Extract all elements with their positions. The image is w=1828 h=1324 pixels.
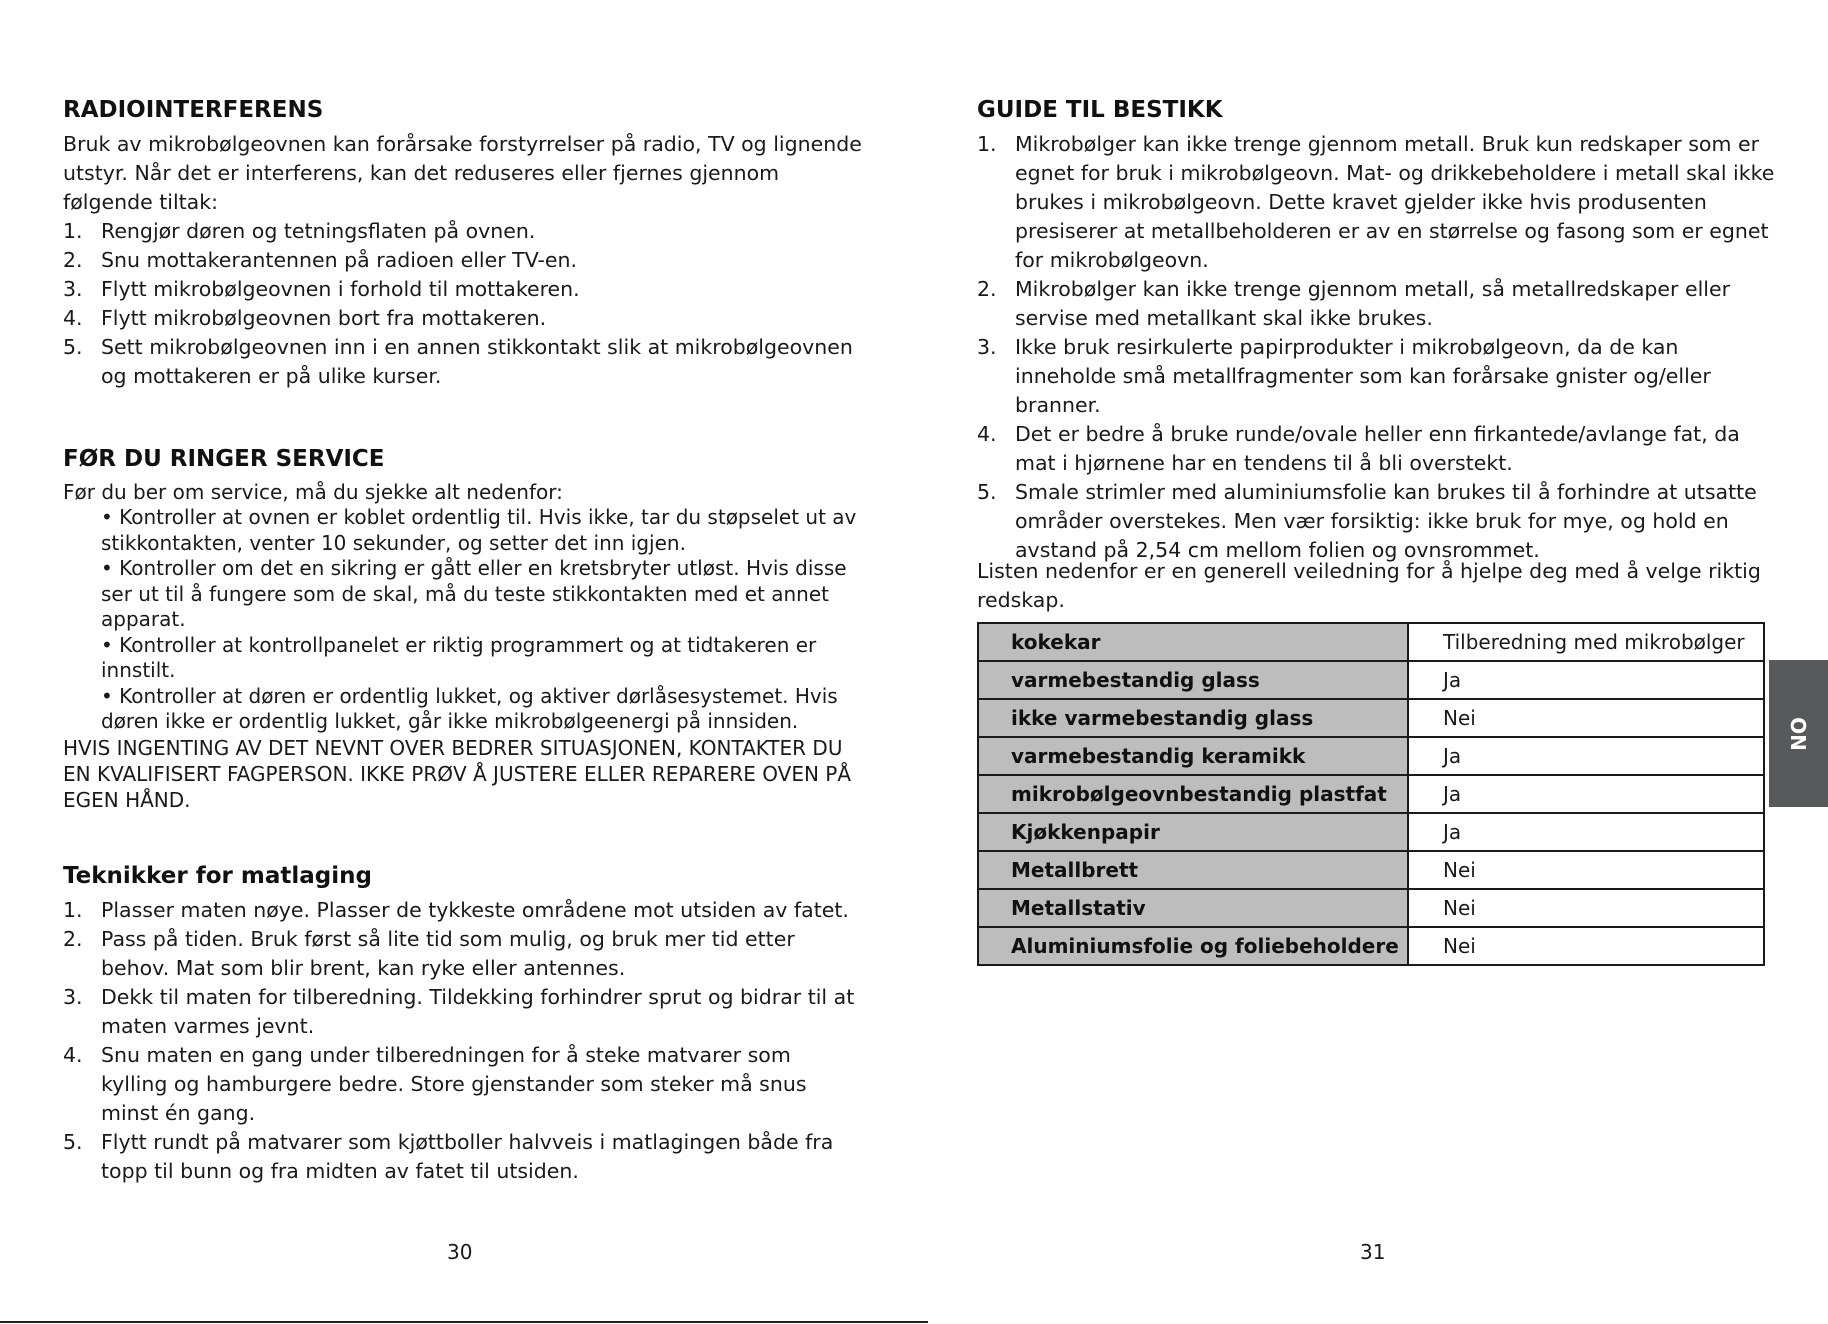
list-item: 5. Sett mikrobølgeovnen inn i en annen stikkontakt slik at mikrobølgeovnen og mottakeren er på ulike kurser. [63, 335, 853, 388]
language-tab [1769, 660, 1828, 807]
checklist-item: • Kontroller at kontrollpanelet er riktig programmert og at tidtakeren er innstilt. [101, 632, 817, 682]
list-item: 3. Dekk til maten for tilberedning. Tildekking forhindrer sprut og bidrar til at maten varmes jevnt. [63, 985, 855, 1038]
table-key-cell: varmebestandig keramikk [978, 737, 1408, 775]
table-value-cell: Tilberedning med mikrobølger [1408, 623, 1764, 661]
table-intro: Listen nedenfor er en generell veiledning for å hjelpe deg med å velge riktig redskap. [977, 559, 1761, 612]
table-key-cell: varmebestandig glass [978, 661, 1408, 699]
table-row [978, 851, 1764, 889]
checklist-item: • Kontroller at døren er ordentlig lukket, og aktiver dørlåsesystemet. Hvis døren ikke er ordentlig lukket, går ikke mikrobølgeenergi på innsiden. [101, 683, 838, 733]
radio-steps-list [63, 217, 863, 391]
checklist-item: • Kontroller om det en sikring er gått eller en kretsbryter utløst. Hvis disse ser ut til å fungere som de skal, må du teste stikkontakten med et annet apparat. [101, 556, 847, 631]
service-warning: HVIS INGENTING AV DET NEVNT OVER BEDRER SITUASJONEN, KONTAKTER DU EN KVALIFISERT FAGPERSON. IKKE PRØV Å JUSTERE ELLER REPARERE OVEN PÅ EGEN HÅND. [63, 735, 852, 812]
table-row [978, 699, 1764, 737]
table-intro-block [977, 557, 1767, 615]
table-row [978, 813, 1764, 851]
table-key-cell: mikrobølgeovnbestandig plastfat [978, 775, 1408, 813]
list-item: 5. Flytt rundt på matvarer som kjøttboller halvveis i matlagingen både fra topp til bunn og fra midten av fatet til utsiden. [63, 1130, 834, 1183]
list-item: 1. Plasser maten nøye. Plasser de tykkeste områdene mot utsiden av fatet. [63, 898, 849, 922]
table-key-cell: ikke varmebestandig glass [978, 699, 1408, 737]
list-item: 3. Flytt mikrobølgeovnen i forhold til mottakeren. [63, 277, 580, 301]
utensil-rules-list [977, 130, 1777, 565]
table-value-cell: Nei [1408, 851, 1764, 889]
list-item: 4. Snu maten en gang under tilberedningen for å steke matvarer som kylling og hamburgere bedre. Store gjenstander som steker må snus minst én gang. [63, 1043, 807, 1125]
list-item: 4. Flytt mikrobølgeovnen bort fra mottakeren. [63, 306, 547, 330]
list-item: 2. Mikrobølger kan ikke trenge gjennom metall, så metallredskaper eller servise med metallkant skal ikke brukes. [977, 277, 1731, 330]
table-value-cell: Ja [1408, 775, 1764, 813]
table-value-cell: Nei [1408, 927, 1764, 965]
section-title: RADIOINTERFERENS [63, 97, 324, 123]
table-value-cell: Ja [1408, 661, 1764, 699]
radio-interference-section [63, 96, 863, 391]
table-key-cell: Aluminiumsfolie og foliebeholdere [978, 927, 1408, 965]
table-value-cell: Nei [1408, 699, 1764, 737]
table-key-cell: kokekar [978, 623, 1408, 661]
list-item: 5. Smale strimler med aluminiumsfolie kan brukes til å forhindre at utsatte områder overstekes. Men vær forsiktig: ikke bruk for mye, og hold en avstand på 2,54 cm mellom folien og ovnsrommet. [977, 480, 1757, 562]
list-item: 2. Snu mottakerantennen på radioen eller TV-en. [63, 248, 578, 272]
table-value-cell: Ja [1408, 813, 1764, 851]
language-tab-label: NO [1786, 716, 1811, 751]
list-item: 1. Mikrobølger kan ikke trenge gjennom metall. Bruk kun redskaper som er egnet for bruk i mikrobølgeovn. Mat- og drikkebeholdere i metall skal ikke brukes i mikrobølgeovn. Dette kravet gjelder ikke hvis produsenten presiserer at metallbeholderen er av en størrelse og fasong som er egnet for mikrobølgeovn. [977, 132, 1775, 272]
table-row [978, 737, 1764, 775]
section-intro: Bruk av mikrobølgeovnen kan forårsake forstyrrelser på radio, TV og lignende utstyr. Når det er interferens, kan det reduseres eller fjernes gjennom følgende tiltak: [63, 132, 862, 214]
section-title: GUIDE TIL BESTIKK [977, 97, 1223, 123]
page-number: 30 [447, 1240, 473, 1264]
before-service-section [63, 445, 863, 813]
right-page [914, 0, 1828, 1324]
cooking-techniques-section [63, 862, 863, 1186]
table-row [978, 927, 1764, 965]
table-key-cell: Metallbrett [978, 851, 1408, 889]
table-value-cell: Ja [1408, 737, 1764, 775]
page-number: 31 [1360, 1240, 1386, 1264]
list-item: 1. Rengjør døren og tetningsflaten på ovnen. [63, 219, 536, 243]
page-bottom-rule [0, 1321, 928, 1323]
section-intro: Før du ber om service, må du sjekke alt nedenfor: [63, 480, 563, 504]
cookware-table [977, 622, 1765, 966]
list-item: 3. Ikke bruk resirkulerte papirprodukter i mikrobølgeovn, da de kan inneholde små metallfragmenter som kan forårsake gnister og/eller branner. [977, 335, 1711, 417]
service-checklist [63, 505, 863, 735]
table-value-cell: Nei [1408, 889, 1764, 927]
cooking-steps-list [63, 896, 863, 1186]
list-item: 2. Pass på tiden. Bruk først så lite tid som mulig, og bruk mer tid etter behov. Mat som blir brent, kan ryke eller antennes. [63, 927, 795, 980]
section-title: Teknikker for matlaging [63, 863, 372, 889]
table-row [978, 775, 1764, 813]
checklist-item: • Kontroller at ovnen er koblet ordentlig til. Hvis ikke, tar du støpselet ut av stikkontakten, venter 10 sekunder, og setter det inn igjen. [101, 505, 857, 555]
table-row [978, 661, 1764, 699]
section-title: FØR DU RINGER SERVICE [63, 446, 385, 472]
table-key-cell: Kjøkkenpapir [978, 813, 1408, 851]
list-item: 4. Det er bedre å bruke runde/ovale heller enn firkantede/avlange fat, da mat i hjørnene har en tendens til å bli overstekt. [977, 422, 1740, 475]
table-key-cell: Metallstativ [978, 889, 1408, 927]
table-row [978, 889, 1764, 927]
utensil-guide-section [977, 96, 1777, 565]
table-row [978, 623, 1764, 661]
